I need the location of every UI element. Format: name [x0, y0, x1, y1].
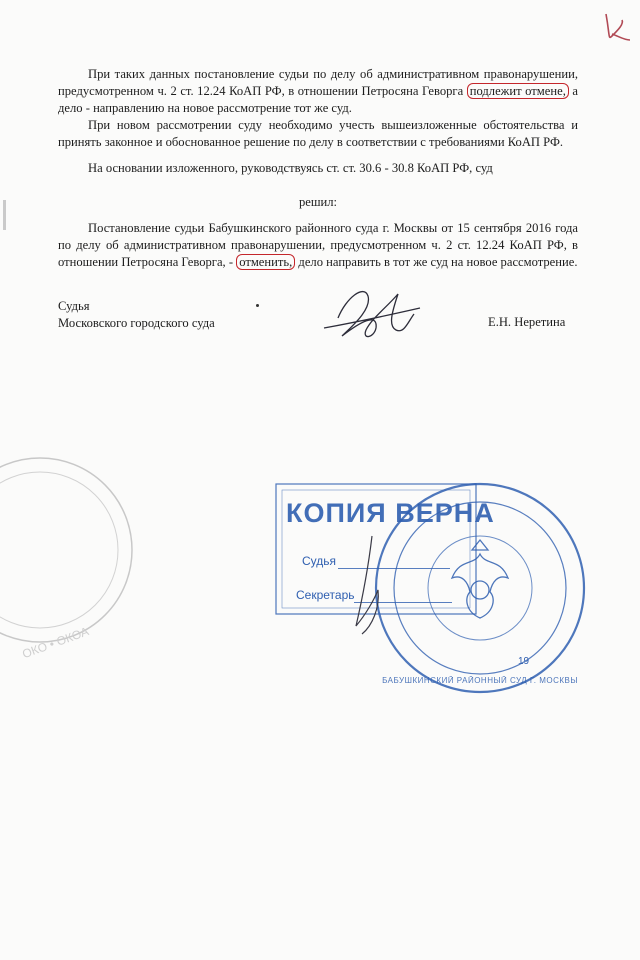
paragraph-legal-basis [58, 160, 578, 177]
certified-copy-stamp [262, 470, 622, 710]
seal-caption: БАБУШКИНСКИЙ РАЙОННЫЙ СУД Г. МОСКВЫ [382, 676, 578, 685]
circled-phrase-revoke: отменить, [236, 254, 295, 270]
stamp-heading: КОПИЯ ВЕРНА [286, 498, 495, 528]
signature-title-line1: Судья [58, 299, 90, 313]
circled-phrase-cancel: подлежит отмене, [467, 83, 569, 99]
ink-dot [256, 304, 259, 307]
scan-edge-mark [2, 200, 8, 230]
handwritten-page-mark [600, 6, 634, 46]
paragraph-4-end: дело направить в тот же суд на новое рассмотрение. [295, 255, 578, 269]
stamp-handwritten-signature [332, 530, 412, 640]
handwritten-signature [316, 278, 426, 348]
paragraph-3-text: На основании изложенного, руководствуясь ст. ст. 30.6 - 30.8 КоАП РФ, суд [88, 161, 493, 175]
paragraph-4-text: Постановление судьи Бабушкинского районного суда г. Москвы от 15 сентября 2016 года по делу об административном правонарушении, предусмотренном ч. 2 ст. 12.24 КоАП РФ, в отношении Петросяна Геворга, - [58, 221, 578, 269]
signature-name: Е.Н. Неретина [488, 315, 566, 329]
paragraph-2-text: При новом рассмотрении суду необходимо учесть вышеизложенные обстоятельства и принять законное и обоснованное решение по делу в соответствии с требованиями КоАП РФ. [58, 118, 578, 149]
svg-text:ОКО • ОКОА: ОКО • ОКОА [20, 624, 91, 662]
seal-digits: 19 [518, 656, 530, 667]
signature-title [58, 298, 215, 332]
paragraph-1-text: При таких данных постановление судьи по делу об административном правонарушении, предусмотренном ч. 2 ст. 12.24 КоАП РФ, в отношении Петросяна Геворга [58, 67, 578, 98]
decision-heading: решил: [298, 195, 338, 209]
paragraph-new-review [58, 117, 578, 151]
stamp-secretary-label: Секретарь [296, 588, 355, 602]
signature-title-line2: Московского городского суда [58, 316, 215, 330]
paragraph-1-end: а дело - направлению на новое рассмотрение тот же суд. [58, 84, 578, 115]
bleed-through-seal [0, 440, 140, 670]
stamp-judge-label: Судья [302, 554, 337, 568]
paragraph-grounds [58, 66, 578, 117]
paragraph-decision [58, 220, 578, 271]
